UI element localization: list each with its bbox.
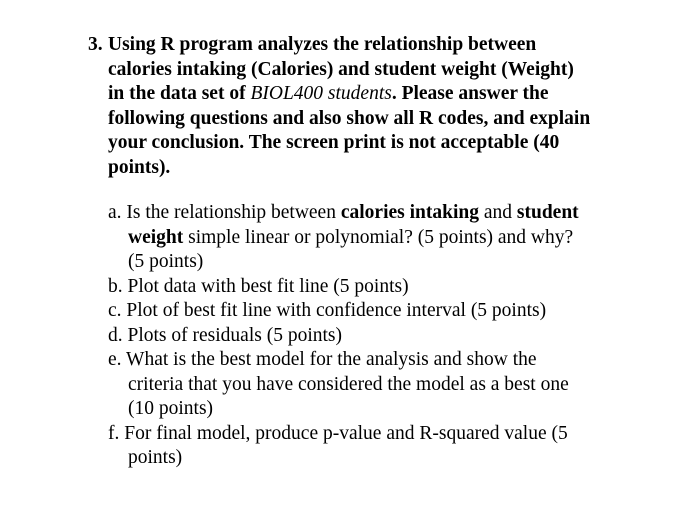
question-line-3 bbox=[88, 82, 648, 107]
question-line-5: your conclusion. The screen print is not acceptable (40 bbox=[108, 132, 560, 153]
part-a-bold-weight: weight bbox=[128, 226, 184, 248]
part-a-and: and bbox=[478, 202, 517, 223]
dataset-name: BIOL400 students bbox=[250, 83, 392, 104]
part-a-text-2: simple linear or polynomial? (5 points) and why? bbox=[183, 226, 574, 248]
part-e-line-1: e. What is the best model for the analysis and show the bbox=[108, 349, 537, 370]
question-number: 3. bbox=[88, 34, 103, 55]
sub-questions bbox=[108, 201, 648, 471]
question-text-3a: in the data set of bbox=[108, 83, 251, 104]
part-a-line-1 bbox=[108, 201, 648, 226]
part-d: d. Plots of residuals (5 points) bbox=[108, 324, 342, 346]
question-line-2: calories intaking (Calories) and student weight (Weight) bbox=[108, 58, 574, 80]
question-3 bbox=[88, 33, 648, 180]
part-e-line-2: criteria that you have considered the model as a best one bbox=[128, 373, 569, 395]
part-f-line-2: points) bbox=[128, 447, 183, 468]
part-b: b. Plot data with best fit line (5 points) bbox=[108, 275, 409, 297]
part-a-line-3: (5 points) bbox=[128, 251, 204, 272]
part-f-line-1: f. For final model, produce p-value and R-squared value (5 bbox=[108, 422, 568, 444]
part-c: c. Plot of best fit line with confidence interval (5 points) bbox=[108, 300, 547, 321]
part-a-line-2 bbox=[108, 226, 648, 251]
part-e-line-3: (10 points) bbox=[128, 398, 214, 419]
question-line-4: following questions and also show all R codes, and explain bbox=[108, 107, 591, 129]
part-a-bold-calories: calories intaking bbox=[340, 202, 479, 223]
question-line-6: points). bbox=[108, 156, 171, 178]
question-line-1 bbox=[88, 33, 648, 58]
part-a-bold-student: student bbox=[516, 202, 579, 223]
part-a-text: a. Is the relationship between bbox=[108, 202, 341, 223]
question-text-3b: . Please answer the bbox=[391, 83, 549, 104]
question-text-1: Using R program analyzes the relationship between bbox=[108, 34, 537, 55]
